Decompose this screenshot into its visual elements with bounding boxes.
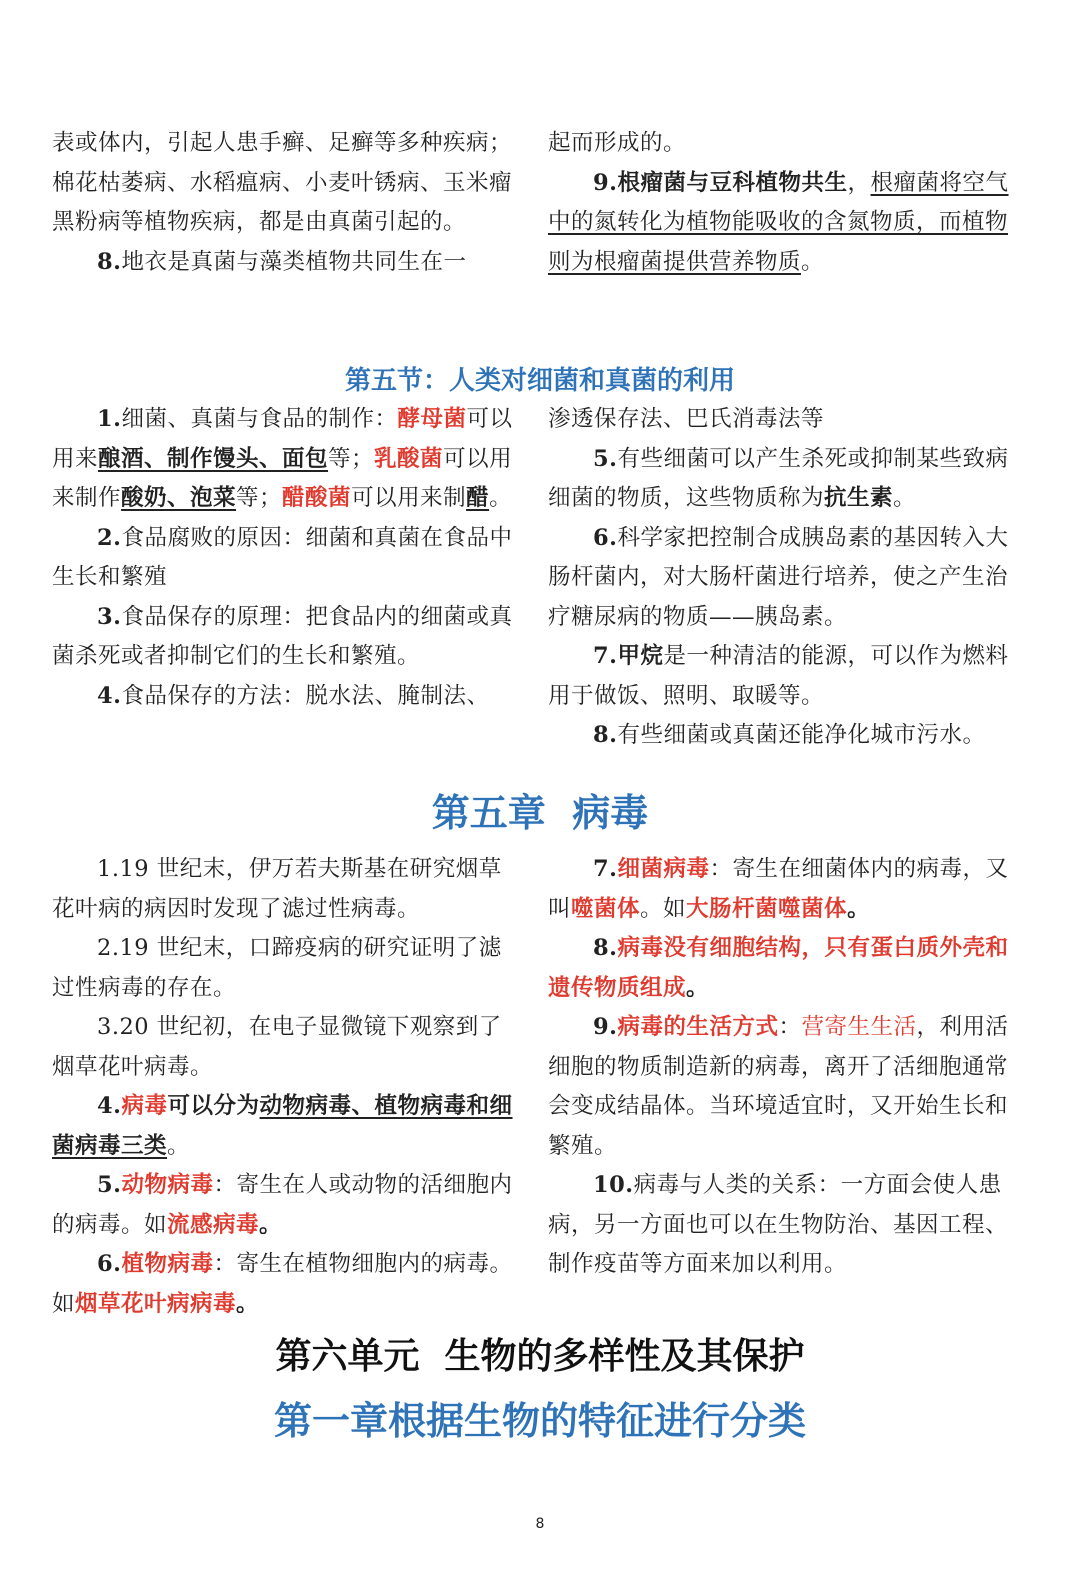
- unit-title: 第六单元 生物的多样性及其保护: [275, 1336, 805, 1377]
- paragraph-2: 2.食品腐败的原因：细菌和真菌在食品中生长和繁殖: [52, 524, 513, 590]
- paragraph-5: 5.有些细菌可以产生杀死或抑制某些致病细菌的物质，这些物质称为抗生素。: [548, 445, 1009, 511]
- paragraph-4: 4.食品保存的方法：脱水法、腌制法、: [97, 682, 490, 709]
- paragraph-6: 6.植物病毒：寄生在植物细胞内的病毒。如烟草花叶病病毒。: [52, 1251, 513, 1317]
- paragraph-2: 2.19 世纪末，口蹄疫病的研究证明了滤过性病毒的存在。: [52, 935, 502, 1001]
- paragraph-7: 7.细菌病毒：寄生在细菌体内的病毒，又叫噬菌体。如大肠杆菌噬菌体。: [548, 856, 1009, 922]
- chapter5-left-column: [52, 850, 522, 1324]
- chapter-title: 第一章根据生物的特征进行分类: [273, 1399, 806, 1443]
- paragraph-10: 10.病毒与人类的关系：一方面会使人患病，另一方面也可以在生物防治、基因工程、制作疫苗等方面来加以利用。: [548, 1172, 1009, 1277]
- paragraph-1: 1.19 世纪末，伊万若夫斯基在研究烟草花叶病的病因时发现了滤过性病毒。: [52, 856, 502, 922]
- paragraph-9: 9.根瘤菌与豆科植物共生，根瘤菌将空气中的氮转化为植物能吸收的含氮物质，而植物则为根瘤菌提供营养物质。: [548, 169, 1009, 275]
- section5-right-column: [548, 400, 1023, 756]
- page-number: 8: [535, 1516, 545, 1532]
- section5-left-column: [52, 400, 522, 716]
- paragraph: 表或体内，引起人患手癣、足癣等多种疾病；棉花枯萎病、水稻瘟病、小麦叶锈病、玉米瘤黑粉病等植物疾病，都是由真菌引起的。: [52, 130, 513, 235]
- paragraph-8: 8.病毒没有细胞结构，只有蛋白质外壳和遗传物质组成。: [548, 935, 1009, 1001]
- paragraph: 渗透保存法、巴氏消毒法等: [548, 406, 825, 432]
- paragraph-3: 3.20 世纪初，在电子显微镜下观察到了烟草花叶病毒。: [52, 1014, 502, 1080]
- paragraph-6: 6.科学家把控制合成胰岛素的基因转入大肠杆菌内，对大肠杆菌进行培养，使之产生治疗糖尿病的物质——胰岛素。: [548, 524, 1009, 630]
- section-title: 第五节：人类对细菌和真菌的利用: [344, 366, 735, 396]
- paragraph: 起而形成的。: [548, 130, 687, 156]
- paragraph-1: 1.细菌、真菌与食品的制作：酵母菌可以用来酿酒、制作馒头、面包等；乳酸菌可以用来制作酸奶、泡菜等；醋酸菌可以用来制醋。: [52, 406, 513, 511]
- paragraph-3: 3.食品保存的原理：把食品内的细菌或真菌杀死或者抑制它们的生长和繁殖。: [52, 603, 513, 669]
- chapter-title: 第五章 病毒: [431, 791, 649, 835]
- paragraph-8: 8.地衣是真菌与藻类植物共同生在一: [97, 248, 467, 275]
- top-left-column: [52, 124, 522, 282]
- paragraph-5: 5.动物病毒：寄生在人或动物的活细胞内的病毒。如流感病毒。: [52, 1172, 513, 1238]
- paragraph-8: 8.有些细菌或真菌还能净化城市污水。: [593, 722, 986, 748]
- top-right-column: [548, 124, 1023, 282]
- chapter5-right-column: [548, 850, 1023, 1285]
- paragraph-7: 7.甲烷是一种清洁的能源，可以作为燃料用于做饭、照明、取暖等。: [548, 643, 1009, 709]
- paragraph-9: 9.病毒的生活方式：营寄生生活，利用活细胞的物质制造新的病毒，离开了活细胞通常会变成结晶体。当环境适宜时，又开始生长和繁殖。: [548, 1014, 1009, 1159]
- paragraph-4: 4.病毒可以分为动物病毒、植物病毒和细菌病毒三类。: [52, 1093, 513, 1159]
